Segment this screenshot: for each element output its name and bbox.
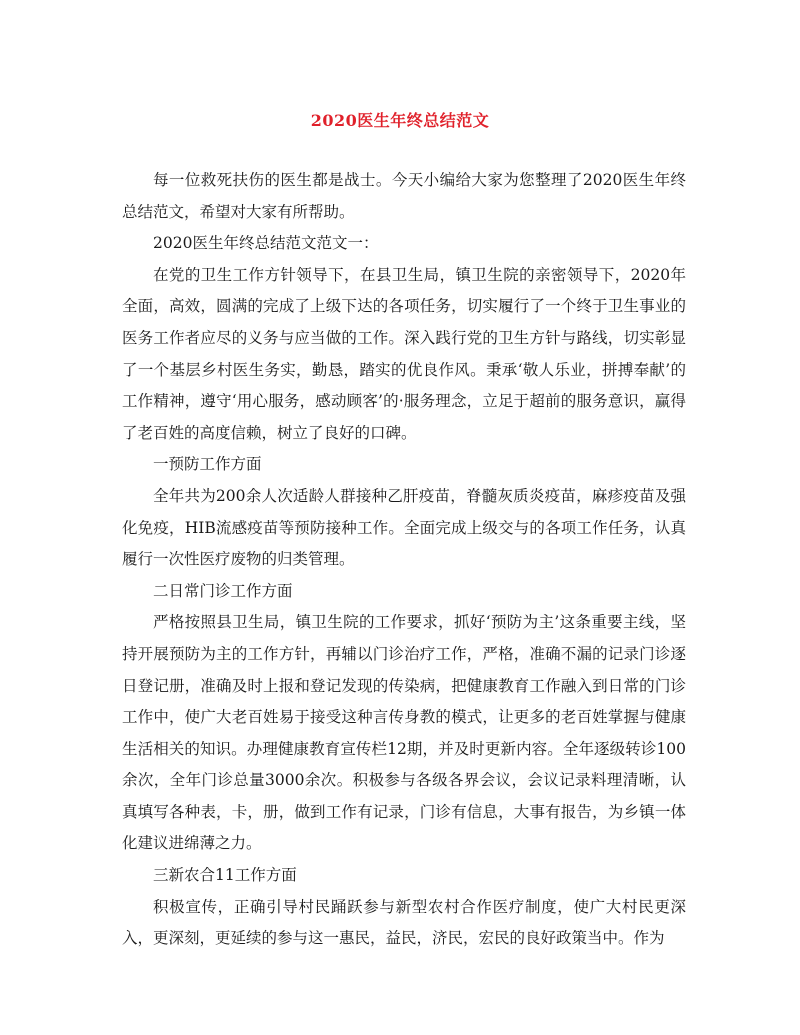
section-heading-outpatient: 二日常门诊工作方面 <box>153 581 293 600</box>
section-heading-rural-cooperative: 三新农合11工作方面 <box>153 866 297 885</box>
document-body <box>122 165 686 955</box>
rural-cooperative-paragraph: 积极宣传，正确引导村民踊跃参与新型农村合作医疗制度，使广大村民更深入，更深刻，更延续的参与这一惠民，益民，济民，宏民的良好政策当中。作为 <box>122 897 686 948</box>
outpatient-paragraph: 严格按照县卫生局，镇卫生院的工作要求，抓好‘预防为主’这条重要主线，坚持开展预防为主的工作方针，再辅以门诊治疗工作，严格，准确不漏的记录门诊逐日登记册，准确及时上报和登记发现的传染病，把健康教育工作融入到日常的门诊工作中，使广大老百姓易于接受这种言传身教的模式，让更多的老百姓掌握与健康生活相关的知识。办理健康教育宣传栏12期，并及时更新内容。全年逐级转诊100余次，全年门诊总量3000余次。积极参与各级各界会议，会议记录料理清晰，认真填写各种表，卡，册，做到工作有记录，门诊有信息，大事有报告，为乡镇一体化建议进绵薄之力。 <box>122 613 686 853</box>
overview-paragraph: 在党的卫生工作方针领导下，在县卫生局，镇卫生院的亲密领导下，2020年全面，高效，圆满的完成了上级下达的各项任务，切实履行了一个终于卫生事业的医务工作者应尽的义务与应当做的工作。深入践行党的卫生方针与路线，切实彰显了一个基层乡村医生务实，勤恳，踏实的优良作风。秉承‘敬人乐业，拼搏奉献’的工作精神，遵守‘用心服务，感动顾客’的·服务理念，立足于超前的服务意识，赢得了老百姓的高度信赖，树立了良好的口碑。 <box>122 265 686 442</box>
prevention-paragraph: 全年共为200余人次适龄人群接种乙肝疫苗，脊髓灰质炎疫苗，麻疹疫苗及强化免疫，HIB流感疫苗等预防接种工作。全面完成上级交与的各项工作任务，认真履行一次性医疗废物的归类管理。 <box>122 486 686 569</box>
intro-paragraph: 每一位救死扶伤的医生都是战士。今天小编给大家为您整理了2020医生年终总结范文，希望对大家有所帮助。 <box>122 171 686 221</box>
section-heading-sample-one: 2020医生年终总结范文范文一： <box>153 234 379 253</box>
section-heading-prevention: 一预防工作方面 <box>153 455 262 474</box>
document-title: 2020医生年终总结范文 <box>310 111 490 130</box>
